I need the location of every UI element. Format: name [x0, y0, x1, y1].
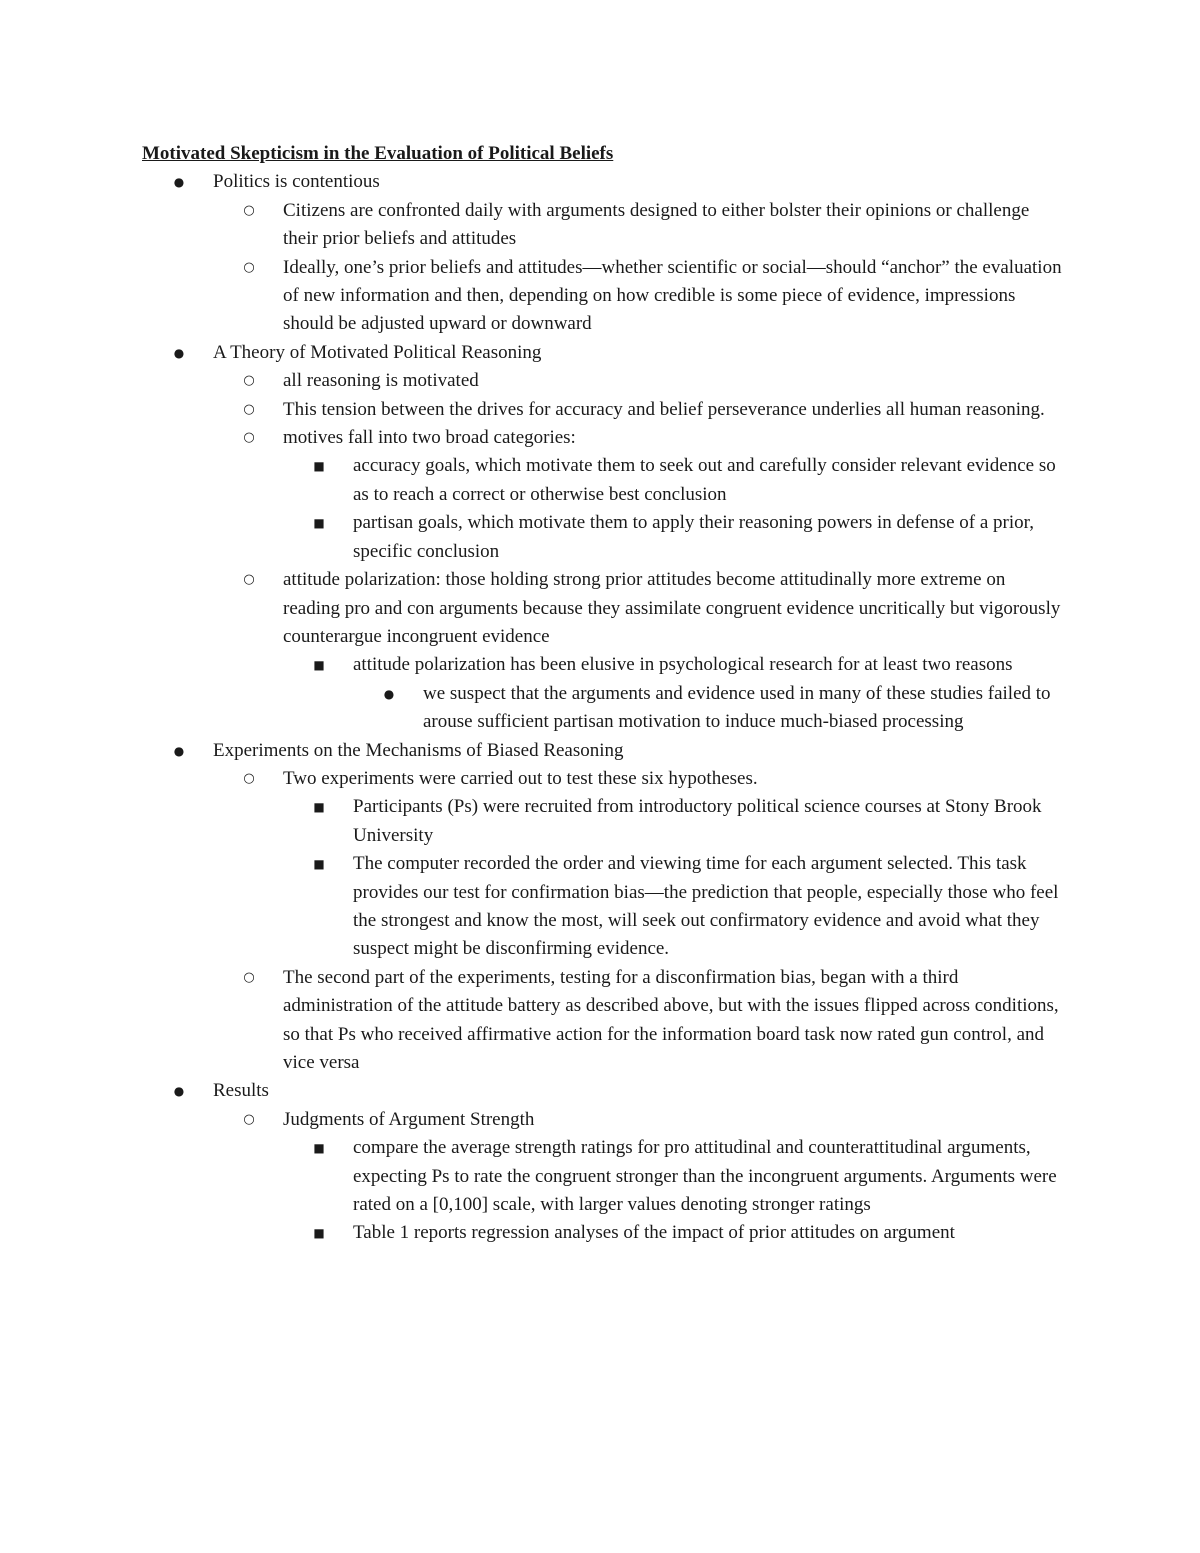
list-item-text: compare the average strength ratings for pro attitudinal and counterattitudinal arguments, expecting Ps to rate the congruent stronger than the incongruent arguments. Arguments were rated on a [0,100] scale, with larger values denoting stronger ratings	[353, 1137, 1057, 1216]
list-item-level2	[142, 964, 1062, 1078]
list-item-level2	[142, 765, 1062, 793]
list-item-level2	[142, 396, 1062, 424]
filled-circle-bullet-icon: ●	[173, 345, 185, 360]
list-item-text: Politics is contentious	[213, 171, 380, 193]
list-item-level3	[142, 1219, 1062, 1247]
document-body	[142, 140, 1062, 1248]
square-bullet-icon: ■	[313, 658, 325, 673]
list-item-level1	[142, 737, 1062, 765]
list-item-text: This tension between the drives for accuracy and belief perseverance underlies all human reasoning.	[283, 398, 1045, 420]
hollow-circle-bullet-icon: ○	[243, 1111, 255, 1127]
list-item-level3	[142, 651, 1062, 679]
list-item-level4	[142, 680, 1062, 737]
hollow-circle-bullet-icon: ○	[243, 202, 255, 218]
list-item-level1	[142, 1077, 1062, 1105]
list-item-level2	[142, 197, 1062, 254]
square-bullet-icon: ■	[313, 516, 325, 531]
list-item-text: partisan goals, which motivate them to apply their reasoning powers in defense of a prior, specific conclusion	[353, 512, 1034, 562]
list-item-level1	[142, 339, 1062, 367]
list-item-text: A Theory of Motivated Political Reasoning	[213, 341, 542, 363]
document-title: Motivated Skepticism in the Evaluation of Political Beliefs	[142, 143, 614, 164]
list-item-level3	[142, 793, 1062, 850]
list-item-text: The computer recorded the order and viewing time for each argument selected. This task provides our test for confirmation bias—the prediction that people, especially those who feel the strongest and know the most, will seek out confirmatory evidence and avoid what they suspect might be disconfirming evidence.	[353, 853, 1059, 960]
filled-circle-bullet-icon: ●	[173, 743, 185, 758]
hollow-circle-bullet-icon: ○	[243, 969, 255, 985]
list-item-level2	[142, 367, 1062, 395]
hollow-circle-bullet-icon: ○	[243, 373, 255, 389]
list-item-level3	[142, 509, 1062, 566]
list-item-text: we suspect that the arguments and evidence used in many of these studies failed to arouse sufficient partisan motivation to induce much-biased processing	[423, 682, 1051, 733]
square-bullet-icon: ■	[313, 857, 325, 872]
list-item-text: Judgments of Argument Strength	[283, 1108, 535, 1130]
filled-circle-bullet-icon: ●	[173, 1084, 185, 1099]
list-item-text: all reasoning is motivated	[283, 370, 479, 392]
list-item-text: Table 1 reports regression analyses of the impact of prior attitudes on argument	[353, 1222, 955, 1244]
list-item-text: Experiments on the Mechanisms of Biased Reasoning	[213, 739, 624, 761]
list-item-text: Ideally, one’s prior beliefs and attitudes—whether scientific or social—should “anchor” the evaluation of new information and then, depending on how credible is some piece of evidence, impressions should be adjusted upward or downward	[283, 256, 1062, 335]
list-item-text: attitude polarization: those holding strong prior attitudes become attitudinally more extreme on reading pro and con arguments because they assimilate congruent evidence uncritically but vigorously counterargue incongruent evidence	[283, 569, 1061, 647]
hollow-circle-bullet-icon: ○	[243, 572, 255, 588]
square-bullet-icon: ■	[313, 1226, 325, 1241]
list-item-level2	[142, 1106, 1062, 1134]
list-item-level3	[142, 1134, 1062, 1219]
list-item-text: The second part of the experiments, testing for a disconfirmation bias, began with a third administration of the attitude battery as described above, but with the issues flipped across conditions, so that Ps who received affirmative action for the information board task now rated gun control, and vice versa	[283, 966, 1059, 1073]
list-item-level3	[142, 452, 1062, 509]
list-item-text: Participants (Ps) were recruited from introductory political science courses at Stony Brook University	[353, 796, 1042, 846]
list-item-level2	[142, 566, 1062, 651]
square-bullet-icon: ■	[313, 459, 325, 474]
hollow-circle-bullet-icon: ○	[243, 259, 255, 275]
list-item-text: Citizens are confronted daily with arguments designed to either bolster their opinions or challenge their prior beliefs and attitudes	[283, 199, 1030, 250]
list-item-level1	[142, 168, 1062, 196]
list-item-text: motives fall into two broad categories:	[283, 427, 576, 449]
list-item-text: Results	[213, 1080, 269, 1102]
hollow-circle-bullet-icon: ○	[243, 401, 255, 417]
list-item-level2	[142, 424, 1062, 452]
square-bullet-icon: ■	[313, 1141, 325, 1156]
square-bullet-icon: ■	[313, 800, 325, 815]
list-item-level3	[142, 850, 1062, 964]
list-item-text: accuracy goals, which motivate them to seek out and carefully consider relevant evidence so as to reach a correct or otherwise best conclusion	[353, 455, 1056, 505]
list-item-text: attitude polarization has been elusive in psychological research for at least two reasons	[353, 654, 1013, 676]
filled-circle-bullet-icon: ●	[173, 175, 185, 190]
list-item-level2	[142, 254, 1062, 339]
hollow-circle-bullet-icon: ○	[243, 430, 255, 446]
hollow-circle-bullet-icon: ○	[243, 770, 255, 786]
list-item-text: Two experiments were carried out to test these six hypotheses.	[283, 767, 758, 789]
filled-circle-bullet-icon: ●	[383, 686, 395, 701]
